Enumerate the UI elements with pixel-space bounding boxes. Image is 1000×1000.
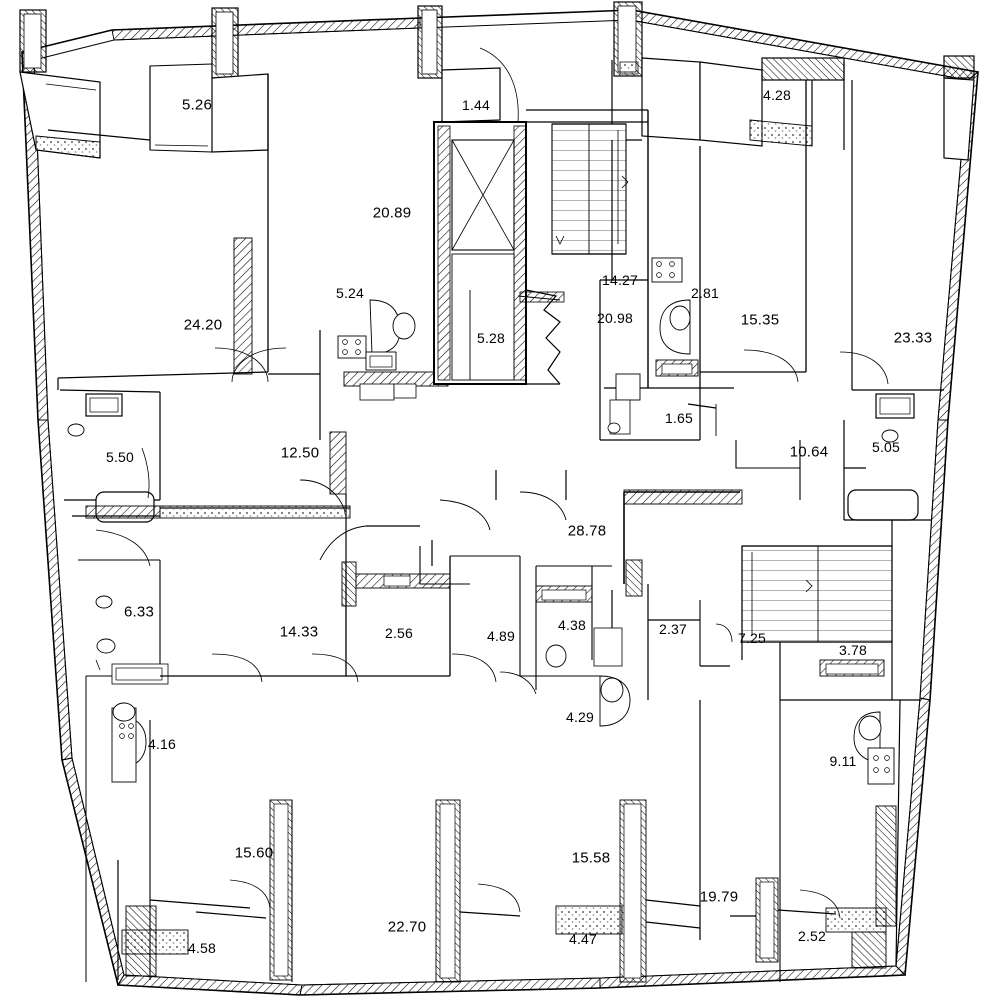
room-area-label: 3.78 <box>838 642 868 658</box>
room-area-label: 19.79 <box>699 888 739 906</box>
room-area-label: 14.33 <box>279 623 319 641</box>
room-area-label: 4.38 <box>557 617 587 633</box>
room-area-label: 15.35 <box>740 311 780 329</box>
room-area-label: 15.58 <box>571 849 611 867</box>
room-area-label: 4.58 <box>187 940 217 956</box>
room-area-label: 15.60 <box>234 844 274 862</box>
room-area-label: 4.16 <box>147 736 177 752</box>
room-area-label: 23.33 <box>893 329 933 347</box>
room-area-label: 5.26 <box>182 96 212 114</box>
room-area-label: 20.98 <box>596 310 634 326</box>
room-area-label: 4.89 <box>486 628 516 644</box>
room-area-label: 22.70 <box>387 918 427 936</box>
room-area-label: 7.25 <box>737 630 767 646</box>
room-area-label: 5.24 <box>335 285 365 301</box>
room-area-label: 14.27 <box>601 272 639 288</box>
room-area-label: 5.50 <box>105 449 135 465</box>
room-area-label: 5.05 <box>871 439 901 455</box>
room-area-label: 2.37 <box>658 621 688 637</box>
room-area-label: 4.28 <box>762 87 792 103</box>
room-area-label: 6.33 <box>124 603 154 621</box>
room-area-label: 1.44 <box>461 97 491 113</box>
room-area-label: 2.81 <box>690 285 720 301</box>
room-area-label: 4.29 <box>565 709 595 725</box>
room-area-label: 1.65 <box>664 410 694 426</box>
room-area-label: 24.20 <box>183 316 223 334</box>
room-area-label: 12.50 <box>280 444 320 462</box>
room-area-label: 2.56 <box>384 625 414 641</box>
room-area-label: 2.52 <box>797 928 827 944</box>
room-area-label: 10.64 <box>789 443 829 461</box>
room-area-label: 28.78 <box>567 522 607 540</box>
room-area-label: 4.47 <box>568 931 598 947</box>
room-area-label: 5.28 <box>476 330 506 346</box>
room-area-label: 20.89 <box>372 204 412 222</box>
room-area-label: 9.11 <box>829 753 857 769</box>
